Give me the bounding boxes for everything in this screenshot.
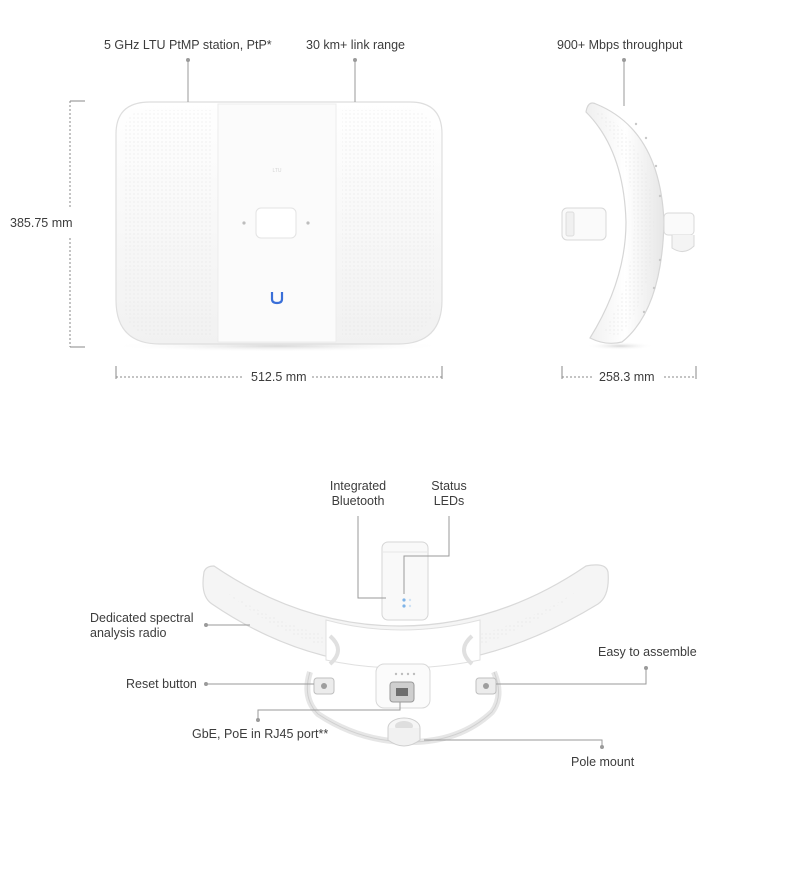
bluetooth-label	[316, 479, 400, 509]
spectral-label-line1: Dedicated spectral	[90, 611, 194, 625]
bluetooth-label-line1: Integrated	[329, 479, 387, 493]
status-leds-label	[418, 479, 480, 509]
station-label: 5 GHz LTU PtMP station, PtP*	[104, 38, 272, 52]
top-leaders	[187, 59, 626, 107]
front-mount-plate	[256, 208, 296, 238]
reset-button-label: Reset button	[126, 677, 197, 691]
height-dimension: 385.75 mm	[10, 216, 73, 230]
status-leds-label-line2: LEDs	[433, 494, 465, 508]
back-view	[203, 542, 608, 746]
spectral-label-line2: analysis radio	[90, 626, 167, 640]
range-label: 30 km+ link range	[306, 38, 406, 52]
status-leds-label-line1: Status	[431, 479, 467, 493]
front-view	[108, 102, 448, 352]
bluetooth-antenna	[382, 542, 428, 620]
rj45-port-label: GbE, PoE in RJ45 port**	[192, 727, 329, 741]
side-view	[562, 103, 694, 350]
width-dimension: 512.5 mm	[251, 370, 307, 384]
throughput-label: 900+ Mbps throughput	[557, 38, 683, 52]
bluetooth-label-line2: Bluetooth	[331, 494, 385, 508]
status-led-icon	[402, 598, 405, 601]
assemble-label: Easy to assemble	[598, 645, 697, 659]
spectral-label	[90, 611, 194, 641]
svg-text:LTU: LTU	[272, 168, 282, 174]
pole-mount-label: Pole mount	[571, 755, 635, 769]
depth-dimension: 258.3 mm	[599, 370, 655, 384]
